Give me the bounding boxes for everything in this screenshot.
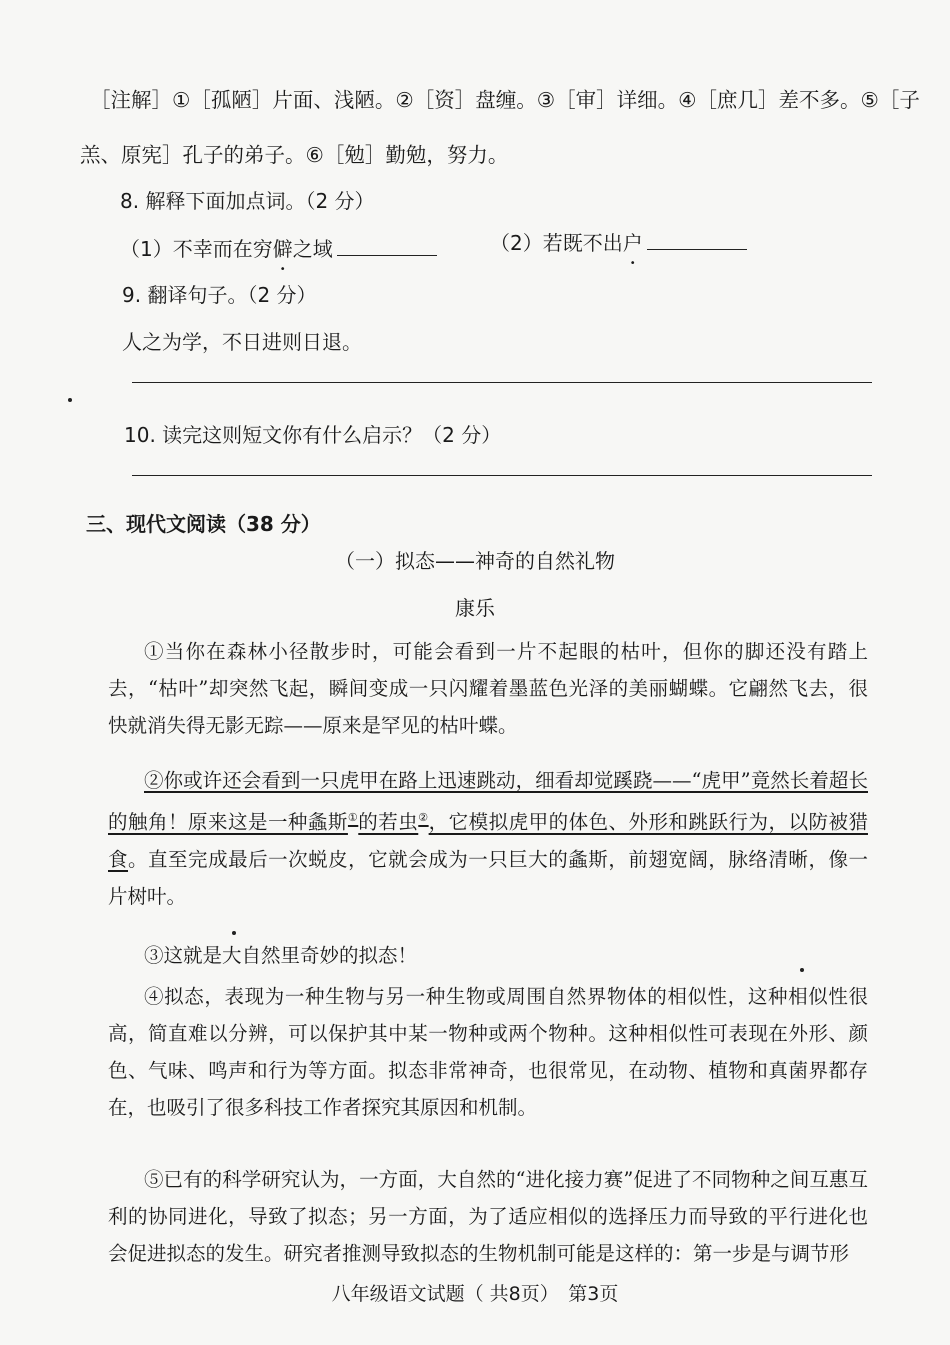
article-author: 康乐 <box>455 596 495 620</box>
q8-item1-answer-blank[interactable] <box>337 235 437 256</box>
p2-remaining-text: 。直至完成最后一次蜕皮，它就会成为一只巨大的螽斯，前翅宽阔，脉络清晰，像一片树叶。 <box>108 847 868 908</box>
q8-item2-answer-blank[interactable] <box>647 229 747 250</box>
p2-footnote-1: ① <box>347 811 359 824</box>
article-title: （一）拟态——神奇的自然礼物 <box>335 549 615 573</box>
question-9-title: 9. 翻译句子。（2 分） <box>122 283 317 307</box>
scan-speck <box>68 398 72 402</box>
article-paragraph-2 <box>108 762 868 915</box>
q8-item1-suffix: 之域 <box>292 237 333 261</box>
annotation-line-2: 羔、原宪］孔子的弟子。⑥［勉］勤勉，努力。 <box>80 143 509 167</box>
question-8-item-1 <box>120 235 437 263</box>
question-9-answer-line[interactable] <box>132 382 872 383</box>
scan-speck <box>232 931 236 935</box>
q8-item1-dotted-char: 僻 <box>272 237 293 261</box>
question-10-answer-line[interactable] <box>132 475 872 476</box>
question-10-title: 10. 读完这则短文你有什么启示？（2 分） <box>124 423 502 447</box>
section-3-heading: 三、现代文阅读（38 分） <box>86 512 321 536</box>
q8-item2-dotted-char: 户 <box>622 231 643 255</box>
article-paragraph-5: ⑤已有的科学研究认为，一方面，大自然的“进化接力赛”促进了不同物种之间互惠互利的协同进化，导致了拟态；另一方面，为了适应相似的选择压力而导致的平行进化也会促进拟态的发生。研究者推测导致拟态的生物机制可能是这样的：第一步是与调节形 <box>108 1168 868 1265</box>
q8-item2-prefix: （2）若既不出 <box>490 231 623 255</box>
q8-item1-prefix: （1）不幸而在穷 <box>120 237 273 261</box>
article-paragraph-3: ③这就是大自然里奇妙的拟态！ <box>144 944 418 967</box>
article-paragraph-4: ④拟态，表现为一种生物与另一种生物或周围自然界物体的相似性，这种相似性很高，简直难以分辨，可以保护其中某一物种或两个物种。这种相似性可表现在外形、颜色、气味、鸣声和行为等方面。拟态非常神奇，也很常见，在动物、植物和真菌界都存在，也吸引了很多科技工作者探究其原因和机制。 <box>108 985 868 1119</box>
p2-footnote-2: ② <box>418 811 429 824</box>
question-8-item-2 <box>490 229 747 257</box>
page-footer: 八年级语文试题（ 共8页） 第3页 <box>331 1283 619 1305</box>
article-paragraph-1: ①当你在森林小径散步时，可能会看到一片不起眼的枯叶，但你的脚还没有踏上去，“枯叶”却突然飞起，瞬间变成一只闪耀着墨蓝色光泽的美丽蝴蝶。它翩然飞去，很快就消失得无影无踪——原来是罕见的枯叶蝶。 <box>108 640 868 737</box>
question-9-sentence: 人之为学，不日进则日退。 <box>122 330 362 354</box>
p2-underlined-part-c: ，它模拟虎甲的体色、外形和跳跃行为，以防被猎食 <box>108 810 868 871</box>
p2-underlined-part-a: ②你或许还会看到一只虎甲在路上迅速跳动，细看却觉蹊跷——“虎甲”竟然长着超长的触角！原来这是一种螽斯 <box>108 769 868 834</box>
question-8-title: 8. 解释下面加点词。（2 分） <box>120 189 375 213</box>
p2-underlined-part-b: 的若虫 <box>358 810 419 834</box>
annotation-line-1: ［注解］①［孤陋］片面、浅陋。②［资］盘缠。③［审］详细。④［庶几］差不多。⑤［子 <box>90 88 920 112</box>
